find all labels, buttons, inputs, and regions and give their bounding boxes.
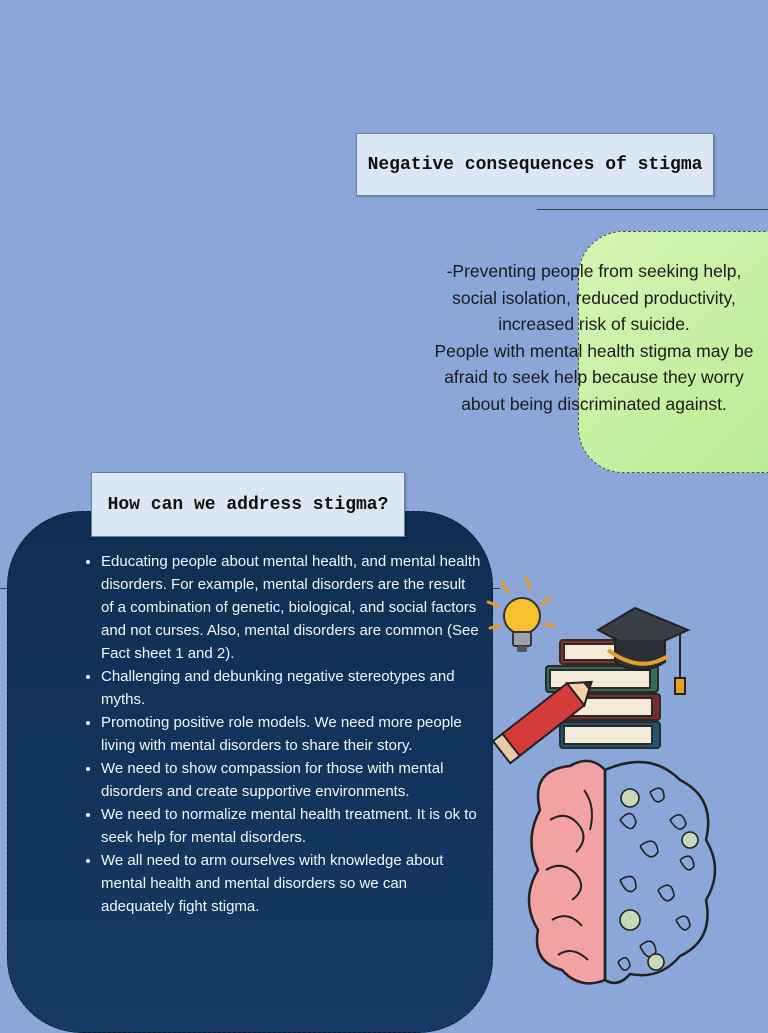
butterflies-icon (618, 788, 698, 970)
negative-consequences-title-text: Negative consequences of stigma (367, 154, 703, 175)
address-stigma-title (91, 472, 405, 537)
list-item: • Challenging and debunking negative stereotypes and myths. (101, 665, 481, 711)
address-stigma-title-text: How can we address stigma? (107, 494, 389, 515)
negative-consequences-text (432, 258, 756, 417)
education-brain-illustration (480, 570, 730, 994)
list-item: • Promoting positive role models. We need more people living with mental disorders to share their story. (101, 711, 481, 757)
list-item: • We need to show compassion for those with mental disorders and create supportive environments. (101, 757, 481, 803)
negative-consequences-paragraph-2: People with mental health stigma may be afraid to seek help because they worry about being discriminated against. (434, 340, 754, 414)
negative-consequences-paragraph-1: -Preventing people from seeking help, social isolation, reduced productivity, increased risk of suicide. (446, 261, 742, 334)
lightbulb-icon (488, 578, 554, 652)
negative-consequences-title (356, 133, 714, 196)
divider-line-top (537, 209, 768, 210)
list-item: • We all need to arm ourselves with knowledge about mental health and mental disorders so we can adequately fight stigma. (101, 849, 481, 918)
list-item: • We need to normalize mental health treatment. It is ok to seek help for mental disorders. (101, 803, 481, 849)
list-item: • Educating people about mental health, and mental health disorders. For example, mental disorders are the result of a combination of genetic, biological, and social factors and not curses. Also, mental disorders are common (See Fact sheet 1 and 2). (101, 550, 481, 665)
address-stigma-list (77, 550, 481, 918)
